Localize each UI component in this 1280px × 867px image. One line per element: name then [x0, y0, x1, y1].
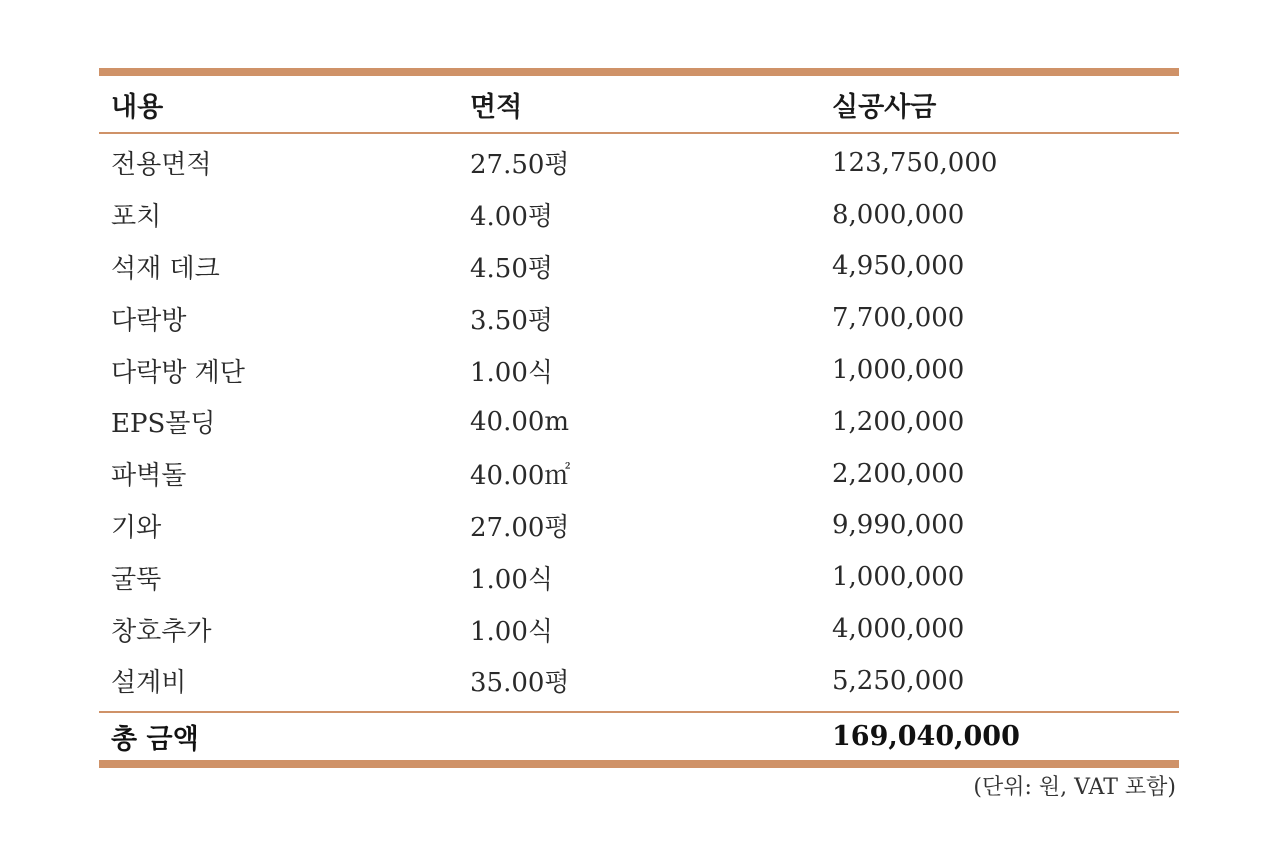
cell-item: 석재 데크	[111, 253, 220, 284]
total-amount: 169,040,000	[832, 720, 1020, 752]
table-row	[99, 137, 1179, 189]
total-label: 총 금액	[111, 723, 199, 755]
cell-item: 포치	[111, 202, 162, 233]
top-rule	[99, 68, 1179, 76]
cell-cost: 4,000,000	[832, 614, 965, 645]
cell-area: 40.00m	[470, 406, 570, 437]
table-row	[99, 292, 1179, 344]
cell-item: 굴뚝	[111, 564, 162, 595]
cell-area: 27.50평	[470, 150, 570, 181]
table-row	[99, 603, 1179, 655]
cell-cost: 123,750,000	[832, 147, 998, 178]
total-row	[99, 713, 1179, 760]
table-header	[99, 76, 1179, 132]
cell-area: 1.00식	[470, 616, 554, 647]
cell-item: 설계비	[111, 668, 187, 699]
table-row	[99, 448, 1179, 500]
header-area: 면적	[470, 91, 523, 123]
table-row	[99, 551, 1179, 603]
table-body	[99, 134, 1179, 711]
cell-area: 4.00평	[470, 202, 554, 233]
cell-item: 파벽돌	[111, 461, 187, 492]
table-row	[99, 241, 1179, 293]
cell-area: 40.00㎡	[470, 461, 571, 492]
cell-item: 다락방 계단	[111, 357, 245, 388]
table-row	[99, 500, 1179, 552]
cost-table	[99, 68, 1179, 768]
cell-cost: 9,990,000	[832, 510, 965, 541]
cell-cost: 1,000,000	[832, 355, 965, 386]
header-cost: 실공사금	[832, 91, 937, 123]
cell-cost: 2,200,000	[832, 458, 965, 489]
cell-area: 3.50평	[470, 305, 554, 336]
cell-cost: 7,700,000	[832, 303, 965, 334]
table-row	[99, 655, 1179, 707]
table-row	[99, 344, 1179, 396]
bottom-rule	[99, 760, 1179, 768]
cell-item: EPS몰딩	[111, 409, 216, 440]
cell-item: 창호추가	[111, 616, 212, 647]
cell-item: 기와	[111, 512, 162, 543]
cell-area: 1.00식	[470, 564, 554, 595]
unit-note: (단위: 원, VAT 포함)	[973, 775, 1176, 800]
cell-cost: 5,250,000	[832, 665, 965, 696]
cell-item: 다락방	[111, 305, 187, 336]
cell-area: 27.00평	[470, 512, 570, 543]
table-row	[99, 396, 1179, 448]
cell-cost: 4,950,000	[832, 251, 965, 282]
header-item: 내용	[111, 91, 164, 123]
cell-item: 전용면적	[111, 150, 212, 181]
cell-cost: 1,200,000	[832, 406, 965, 437]
cell-cost: 8,000,000	[832, 199, 965, 230]
cell-area: 35.00평	[470, 668, 570, 699]
cell-area: 4.50평	[470, 253, 554, 284]
cell-area: 1.00식	[470, 357, 554, 388]
cell-cost: 1,000,000	[832, 562, 965, 593]
table-row	[99, 189, 1179, 241]
